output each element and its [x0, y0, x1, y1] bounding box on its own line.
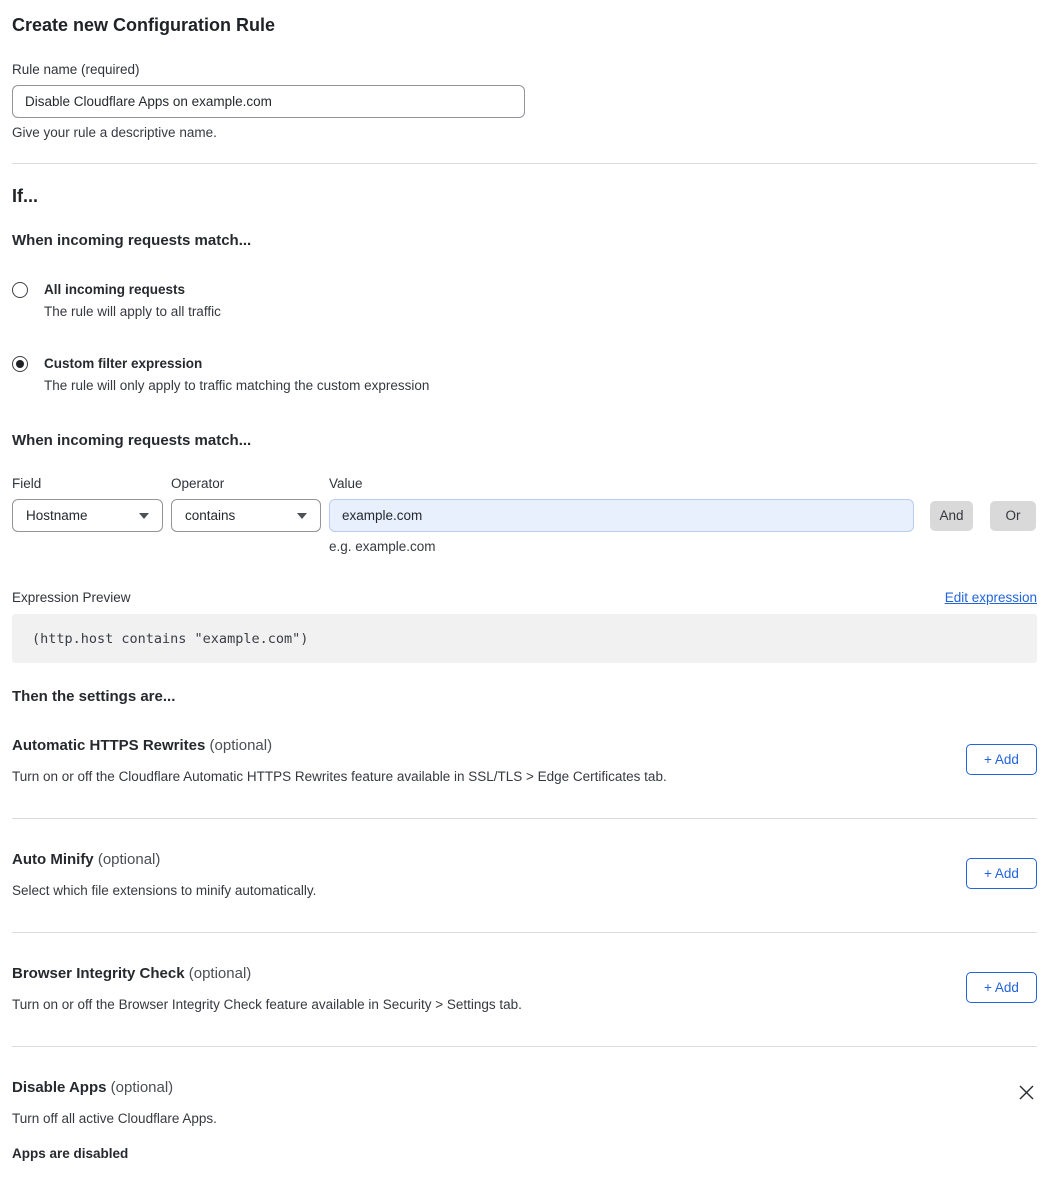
setting-title: Browser Integrity Check	[12, 965, 185, 982]
radio-custom-filter-expression-description: The rule will only apply to traffic matching the custom expression	[44, 378, 430, 393]
edit-expression-link[interactable]: Edit expression	[944, 590, 1037, 605]
setting-optional-tag: (optional)	[110, 1079, 174, 1096]
rule-name-input[interactable]	[12, 85, 525, 118]
if-heading: If...	[12, 186, 38, 206]
setting-row-automatic-https-rewrites	[12, 705, 1037, 818]
remove-disable-apps-button[interactable]	[1016, 1082, 1037, 1103]
expression-preview-code-block	[12, 614, 1037, 663]
setting-row-browser-integrity-check	[12, 933, 1037, 1046]
setting-title: Automatic HTTPS Rewrites	[12, 737, 206, 754]
value-input[interactable]	[329, 499, 914, 532]
and-button[interactable]: And	[930, 501, 973, 531]
setting-optional-tag: (optional)	[97, 851, 161, 868]
settings-heading: Then the settings are...	[12, 688, 176, 705]
setting-description: Turn on or off the Cloudflare Automatic HTTPS Rewrites feature available in SSL/TLS > Edge Certificates tab.	[12, 769, 667, 784]
radio-all-incoming-requests[interactable]	[12, 280, 1037, 322]
radio-unselected-icon[interactable]	[12, 282, 28, 298]
add-browser-integrity-check-button[interactable]: + Add	[966, 972, 1037, 1003]
setting-optional-tag: (optional)	[188, 965, 252, 982]
radio-all-incoming-requests-label: All incoming requests	[44, 282, 186, 297]
expression-code: (http.host contains "example.com")	[32, 630, 309, 647]
field-select[interactable]	[12, 499, 163, 532]
setting-title: Disable Apps	[12, 1079, 107, 1096]
add-automatic-https-rewrites-button[interactable]: + Add	[966, 744, 1037, 775]
incoming-requests-match-heading: When incoming requests match...	[12, 232, 252, 249]
operator-select-value: contains	[185, 508, 236, 523]
rule-name-label: Rule name (required)	[12, 62, 140, 77]
rule-name-helper: Give your rule a descriptive name.	[12, 125, 217, 140]
setting-description: Turn off all active Cloudflare Apps.	[12, 1111, 217, 1126]
setting-description: Turn on or off the Browser Integrity Check feature available in Security > Settings tab.	[12, 997, 522, 1012]
expression-preview-label: Expression Preview	[12, 590, 131, 605]
value-label: Value	[329, 476, 363, 491]
radio-custom-filter-expression-label: Custom filter expression	[44, 356, 203, 371]
radio-all-incoming-requests-description: The rule will apply to all traffic	[44, 304, 221, 319]
field-label: Field	[12, 476, 42, 491]
chevron-down-icon	[139, 513, 149, 519]
setting-optional-tag: (optional)	[209, 737, 273, 754]
operator-select[interactable]	[171, 499, 321, 532]
value-helper: e.g. example.com	[329, 539, 436, 554]
page-title: Create new Configuration Rule	[12, 15, 276, 35]
expression-builder-heading: When incoming requests match...	[12, 432, 252, 449]
add-auto-minify-button[interactable]: + Add	[966, 858, 1037, 889]
apps-disabled-status: Apps are disabled	[12, 1146, 129, 1161]
match-type-radio-group	[12, 280, 1037, 396]
radio-selected-icon[interactable]	[12, 356, 28, 372]
setting-title: Auto Minify	[12, 851, 94, 868]
close-icon	[1018, 1084, 1035, 1101]
setting-row-auto-minify	[12, 819, 1037, 932]
setting-description: Select which file extensions to minify automatically.	[12, 883, 317, 898]
operator-label: Operator	[171, 476, 225, 491]
radio-custom-filter-expression[interactable]	[12, 354, 1037, 396]
field-select-value: Hostname	[26, 508, 88, 523]
setting-row-disable-apps	[12, 1047, 1037, 1192]
or-button[interactable]: Or	[990, 501, 1036, 531]
chevron-down-icon	[297, 513, 307, 519]
section-divider	[12, 163, 1037, 164]
